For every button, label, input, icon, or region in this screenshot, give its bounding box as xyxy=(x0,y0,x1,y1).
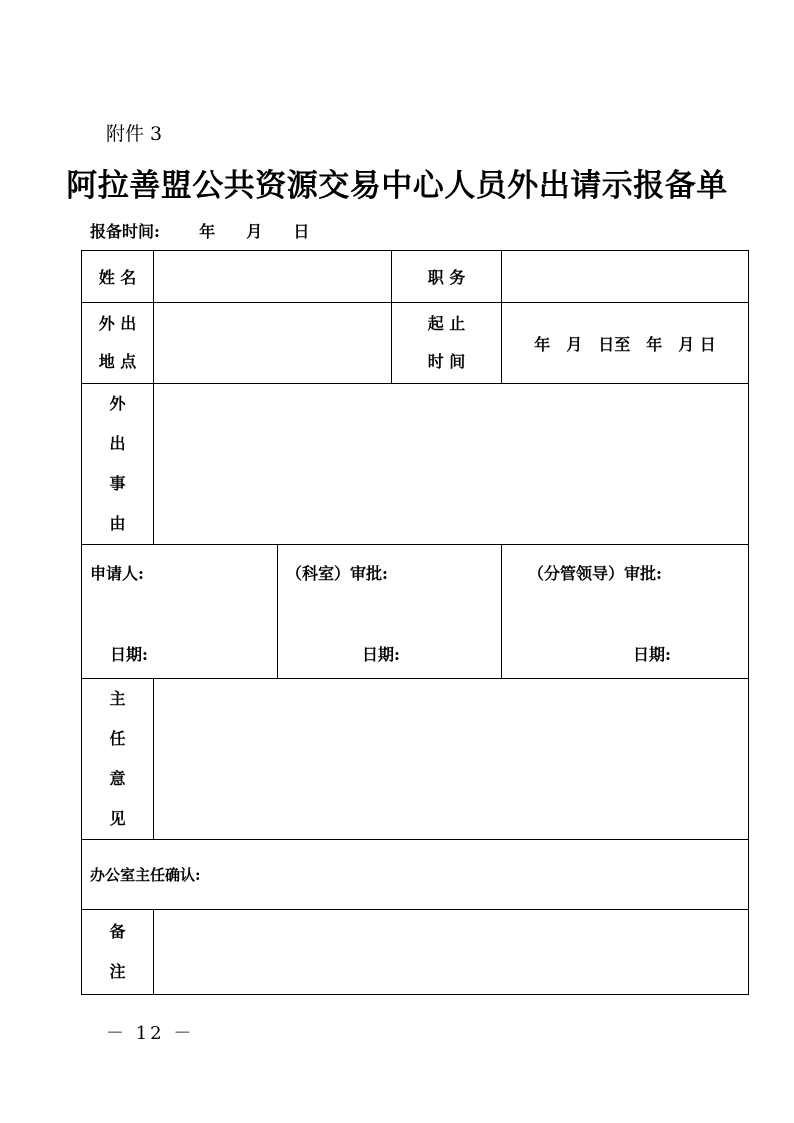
reason-char: 出 xyxy=(109,434,126,453)
row-director-opinion xyxy=(82,679,749,840)
reason-value[interactable] xyxy=(154,384,749,545)
row-location xyxy=(82,303,749,384)
report-time-label: 报备时间: xyxy=(90,222,160,241)
attachment-label: 附件 3 xyxy=(106,123,163,145)
section-approval-date-label: 日期: xyxy=(362,645,400,664)
leader-approval-label: （分管领导）审批: xyxy=(528,564,662,583)
row-remarks xyxy=(82,910,749,995)
applicant-label: 申请人: xyxy=(90,564,144,583)
reason-char: 事 xyxy=(109,474,126,493)
location-label xyxy=(82,303,154,384)
report-day: 日 xyxy=(293,222,310,241)
position-value[interactable] xyxy=(502,251,749,303)
leader-approval-cell[interactable] xyxy=(502,545,749,679)
period-label-line2: 时 间 xyxy=(427,352,466,371)
office-confirm-label: 办公室主任确认: xyxy=(90,866,201,884)
period-label-line1: 起 止 xyxy=(427,314,466,333)
applicant-date-label: 日期: xyxy=(110,645,148,664)
director-opinion-label xyxy=(82,679,154,840)
page-number: － 12 － xyxy=(106,1023,195,1044)
period-label xyxy=(392,303,502,384)
report-year: 年 xyxy=(199,222,216,241)
remarks-char: 注 xyxy=(109,962,126,981)
section-approval-cell[interactable] xyxy=(278,545,502,679)
reason-char: 外 xyxy=(109,394,126,413)
row-reason xyxy=(82,384,749,545)
location-label-line2: 地 点 xyxy=(98,352,137,371)
director-char: 主 xyxy=(109,689,126,708)
page-title: 阿拉善盟公共资源交易中心人员外出请示报备单 xyxy=(66,168,728,204)
position-label: 职 务 xyxy=(392,251,502,303)
report-month: 月 xyxy=(246,222,263,241)
office-confirm-cell[interactable] xyxy=(82,840,749,910)
reason-label xyxy=(82,384,154,545)
leader-approval-date-label: 日期: xyxy=(633,645,671,664)
row-name xyxy=(82,251,749,303)
name-value[interactable] xyxy=(154,251,392,303)
section-approval-label: （科室）审批: xyxy=(286,564,388,583)
report-form-table xyxy=(81,250,749,995)
row-approvals xyxy=(82,545,749,679)
name-label: 姓 名 xyxy=(82,251,154,303)
report-time xyxy=(90,219,309,242)
row-office-confirm xyxy=(82,840,749,910)
director-opinion-value[interactable] xyxy=(154,679,749,840)
reason-char: 由 xyxy=(109,514,126,533)
director-char: 意 xyxy=(109,769,126,788)
location-value[interactable] xyxy=(154,303,392,384)
director-char: 任 xyxy=(109,729,126,748)
remarks-value[interactable] xyxy=(154,910,749,995)
period-value[interactable]: 年 月 日至 年 月 日 xyxy=(502,303,749,384)
location-label-line1: 外 出 xyxy=(98,314,137,333)
remarks-label xyxy=(82,910,154,995)
applicant-cell[interactable] xyxy=(82,545,278,679)
director-char: 见 xyxy=(109,809,126,828)
remarks-char: 备 xyxy=(109,922,126,941)
